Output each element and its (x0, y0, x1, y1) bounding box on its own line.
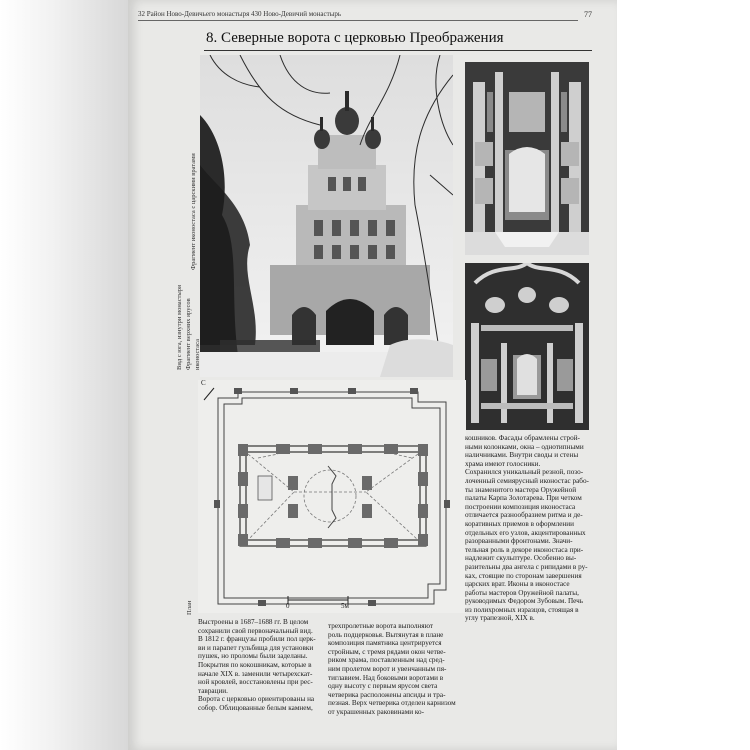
col3-line: отдельных его узлов, акцентированных (465, 528, 586, 537)
text-column-3 (465, 434, 593, 623)
col1-line: собор. Облицованные белым камнем, (198, 703, 313, 712)
col2-line: трехпролетные ворота выполняют (328, 622, 434, 630)
col1-line: Выстроены в 1687–1688 гг. В целом (198, 618, 309, 626)
col2-line: тиглавием. Над боковыми воротами в (328, 673, 444, 682)
col3-line: ными колонками, окна – однотипными (465, 442, 584, 451)
caption-view-south: Вид с юга, изнутри монастыря (176, 284, 183, 370)
scale-end-label: 5м (341, 602, 349, 610)
col2-line: композиция памятника центрируется (328, 639, 442, 648)
section-title: 8. Северные ворота с церковью Преображения (206, 30, 504, 46)
col1-line: пушек, но проломы были заделаны. (198, 652, 308, 661)
caption-iconostasis: иконостаса (194, 339, 201, 370)
col1-line: В 1812 г. французы пробили пол церк- (198, 635, 316, 644)
col1-line: сохранили свой первоначальный вид. (198, 626, 313, 635)
scale-zero-label: 0 (286, 602, 290, 610)
col3-line: разительны два ангела с рипидами в ру- (465, 562, 588, 571)
col3-line: лоченный семиярусный иконостас рабо- (465, 476, 589, 485)
col2-line: одну высоту с первым ярусом света (328, 682, 438, 691)
col1-line: таврации. (198, 686, 228, 695)
col1-line: начале XIX в. заменили четырехскат- (198, 669, 313, 678)
background-right (617, 0, 750, 750)
col3-line: палаты Карпа Золотарева. При четком (465, 494, 582, 503)
col3-line: надлежит скульптуре. Особенно вы- (465, 554, 577, 563)
text-column-2 (328, 622, 462, 717)
col3-line: из полихромных изразцов, стоящая в (465, 605, 579, 614)
col3-line: Сохранился уникальный резной, позо- (465, 468, 584, 477)
col3-line: построении композиция иконостаса (465, 502, 576, 511)
col1-line: ви и парапет гульбища для установки (198, 643, 314, 652)
col2-line: роль подцерковья. Вытянутая в плане (328, 630, 444, 639)
col3-line: отличается разнообразием ритма и де- (465, 511, 583, 520)
book-page (128, 0, 617, 750)
caption-plan: План (186, 600, 193, 615)
col2-line: четверика расположены апсиды и тра- (328, 690, 446, 699)
col3-line: работы мастеров Оружейной палаты, (465, 588, 579, 597)
background-left (0, 0, 128, 750)
text-column-1 (198, 618, 328, 713)
col2-line: ним пролетом ворот и увенчанным пя- (328, 664, 447, 673)
col2-line: стройным, с тремя рядами окон четве- (328, 647, 446, 656)
col3-line: ках, стоящие по сторонам завершения (465, 571, 582, 580)
col3-line: кошников. Фасады обрамлены строй- (465, 434, 580, 442)
col1-line: ной кровлей, восстановлены при рес- (198, 678, 313, 687)
col3-line: ты знаменитого мастера Оружейной (465, 485, 577, 494)
col1-line: Ворота с церковью ориентированы на (198, 695, 315, 704)
col2-line: пезная. Верх четверика отделен карнизом (328, 699, 456, 708)
col3-line: углу трапезной, XIX в. (465, 614, 535, 623)
floor-plan (198, 380, 466, 613)
plan-compass-label: С (201, 379, 206, 387)
title-rule (204, 50, 592, 51)
col3-line: разорванными фронтонами. Значи- (465, 537, 573, 546)
col3-line: наличниками. Внутри своды и стены (465, 451, 579, 460)
iconostasis-photo-top (465, 62, 589, 255)
col3-line: царских врат. Иконы в иконостасе (465, 580, 570, 589)
col3-line: руководимых Федором Зубовым. Печь (465, 597, 584, 606)
col3-line: храма имеют голосники. (465, 459, 541, 468)
col2-line: риком храма, поставленным над сред- (328, 656, 445, 665)
church-photo (200, 55, 453, 377)
col3-line: коративных приемов в оформлении (465, 519, 574, 528)
col2-line: от украшенных раковинами ко- (328, 707, 425, 716)
caption-upper-tiers: Фрагмент верхних ярусов (185, 298, 192, 370)
iconostasis-photo-bottom (465, 263, 589, 430)
caption-iconostasis-fragment: Фрагмент иконостаса с царскими вратами (190, 153, 197, 270)
running-head: 32 Район Ново-Девичьего монастыря 430 Ново-Девичий монастырь (138, 10, 578, 21)
page-number: 77 (584, 10, 592, 19)
col3-line: тельная роль в декоре иконостаса при- (465, 545, 584, 554)
col1-line: Покрытия по кокошникам, которые в (198, 660, 312, 669)
